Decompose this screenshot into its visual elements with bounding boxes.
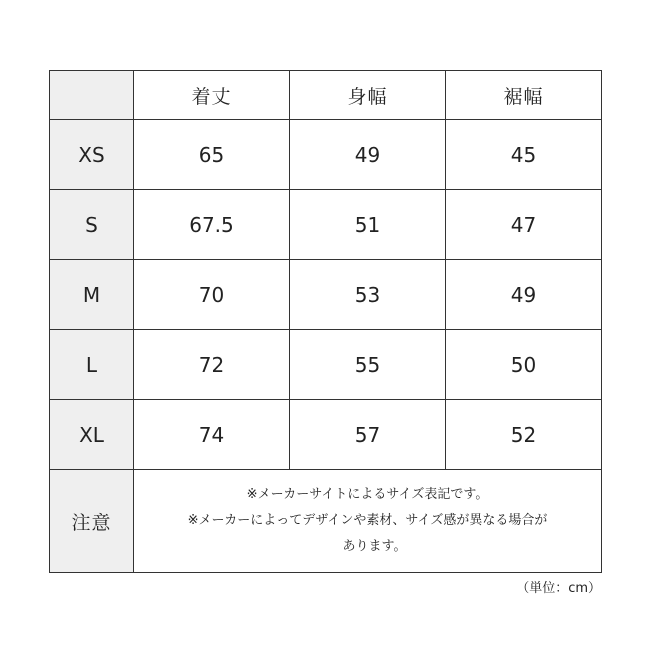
notes-cell (134, 470, 602, 573)
header-length: 着丈 (134, 71, 290, 120)
notes-row (50, 470, 602, 573)
size-label: M (50, 260, 134, 330)
table-row (50, 190, 602, 260)
value-cell: 70 (134, 260, 290, 330)
value-cell: 53 (290, 260, 446, 330)
table-row (50, 400, 602, 470)
value-cell: 72 (134, 330, 290, 400)
note-line: ※メーカーサイトによるサイズ表記です。 (246, 487, 489, 502)
size-chart-table (49, 70, 602, 573)
value-cell: 47 (446, 190, 602, 260)
size-label: S (50, 190, 134, 260)
value-cell: 74 (134, 400, 290, 470)
value-cell: 67.5 (134, 190, 290, 260)
note-line: あります。 (342, 539, 407, 554)
header-width: 身幅 (290, 71, 446, 120)
value-cell: 49 (290, 120, 446, 190)
header-row (50, 71, 602, 120)
size-label: XL (50, 400, 134, 470)
unit-label: （単位：cm） (516, 581, 601, 596)
value-cell: 49 (446, 260, 602, 330)
corner-cell (50, 71, 134, 120)
value-cell: 50 (446, 330, 602, 400)
value-cell: 52 (446, 400, 602, 470)
value-cell: 65 (134, 120, 290, 190)
value-cell: 45 (446, 120, 602, 190)
size-label: L (50, 330, 134, 400)
table-row (50, 120, 602, 190)
note-line: ※メーカーによってデザインや素材、サイズ感が異なる場合が (187, 513, 548, 528)
notes-label: 注意 (50, 470, 134, 573)
value-cell: 57 (290, 400, 446, 470)
table-row (50, 330, 602, 400)
table-row (50, 260, 602, 330)
value-cell: 51 (290, 190, 446, 260)
header-hem-width: 裾幅 (446, 71, 602, 120)
size-label: XS (50, 120, 134, 190)
value-cell: 55 (290, 330, 446, 400)
